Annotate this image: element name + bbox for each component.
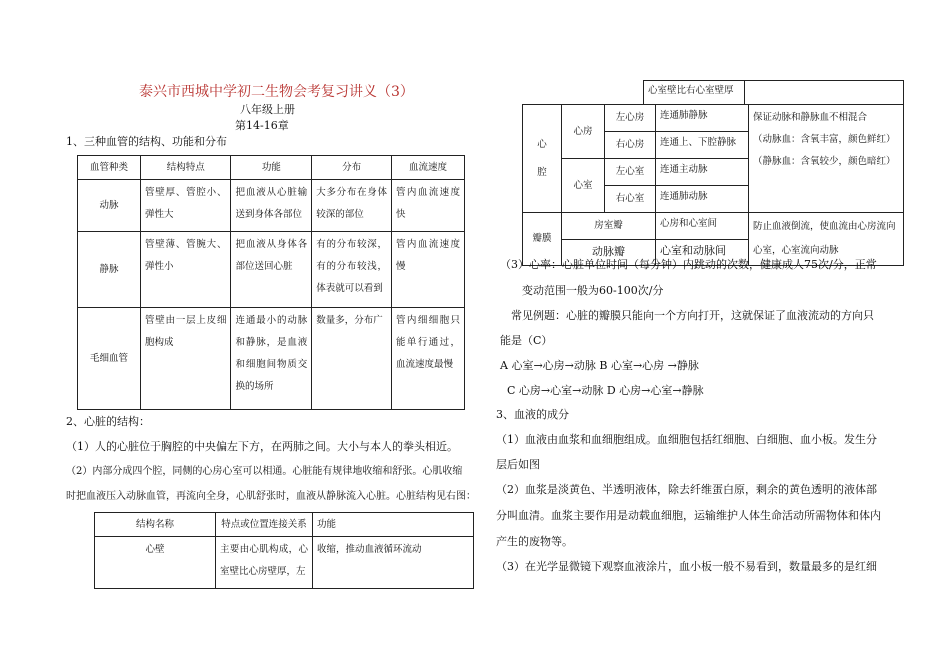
arterial-valve-position: 心室和动脉间 [656, 239, 749, 266]
vessel-structure: 管壁薄、管腕大、弹性小 [140, 232, 231, 308]
vessel-function: 把血液从身体各部位送回心脏 [231, 232, 312, 308]
left-ventricle-connection: 连通主动脉 [656, 159, 749, 186]
blank-cell [745, 81, 904, 105]
heart-paragraph-2-line1: （2）内部分成四个腔，同侧的心房心室可以相通。心脏能有规律地收缩和舒张。心肌收缩 [66, 466, 463, 477]
blood-p1-line1: （1）血液由血浆和血细胞组成。血细胞包括红细胞、白细胞、血小板。发生分 [496, 433, 877, 446]
vessel-structure: 管壁厚、管腔小、弹性大 [140, 180, 231, 232]
heart-chamber-label: 心 腔 [523, 105, 562, 213]
valve-function-2: 心室，心室流向动脉 [753, 245, 839, 256]
av-valve: 房室瓣 [562, 213, 656, 240]
right-atrium-connection: 连通上、下腔静脉 [656, 132, 749, 159]
table-row [523, 213, 904, 240]
header-structure-name: 结构名称 [95, 513, 216, 537]
table-row [523, 105, 904, 132]
vessel-function: 连通最小的动脉和静脉，是血液和细胞间物质交换的场所 [231, 308, 312, 410]
table-row [78, 308, 465, 410]
ventricle-label: 心室 [562, 159, 605, 213]
vessel-type: 毛细血管 [78, 308, 141, 410]
heart-table-header [95, 513, 474, 537]
vessel-type: 静脉 [78, 232, 141, 308]
heart-wall-feature: 主要由心肌构成，心室壁比心房壁厚，左 [216, 537, 313, 589]
header-heart-function: 功能 [313, 513, 474, 537]
header-distribution: 分布 [312, 156, 392, 180]
table-row [78, 180, 465, 232]
av-valve-position: 心房和心室间 [656, 213, 749, 240]
heart-table [94, 512, 474, 589]
header-function: 功能 [231, 156, 312, 180]
blank-cell [522, 81, 644, 105]
valve-label: 瓣膜 [523, 213, 562, 266]
page-title: 泰兴市西城中学初二生物会考复习讲义（3） [139, 84, 414, 100]
atrium-label: 心房 [562, 105, 605, 159]
table-row [95, 537, 474, 589]
left-atrium-connection: 连通肺静脉 [656, 105, 749, 132]
arterial-valve: 动脉瓣 [562, 239, 656, 266]
example-line2: 能是（C） [500, 334, 553, 347]
heart-paragraph-1: （1）人的心脏位于胸腔的中央偏左下方，在两肺之间。大小与本人的拳头相近。 [66, 440, 458, 453]
header-feature: 特点或位置连接关系 [216, 513, 313, 537]
chamber-function [749, 105, 904, 213]
option-cd: C 心房→心室→动脉 D 心房→心室→静脉 [507, 384, 704, 397]
blood-p2-line1: （2）血浆是淡黄色、半透明液体，除去纤维蛋白原，剩余的黄色透明的液体部 [496, 483, 877, 496]
right-ventricle-connection: 连通肺动脉 [656, 186, 749, 213]
vessel-distribution: 数量多，分布广 [312, 308, 392, 410]
header-structure: 结构特点 [140, 156, 231, 180]
heart-wall-name: 心壁 [95, 537, 216, 589]
header-vessel-type: 血管种类 [78, 156, 141, 180]
grade-label: 八年级上册 [240, 103, 295, 116]
option-ab: A 心室→心房→动脉 B 心室→心房 →静脉 [500, 359, 699, 372]
heart-paragraph-2-line2: 时把血液压入动脉血管，再流向全身，心肌舒张时，血液从静脉流入心脏。心脏结构见右图： [66, 491, 476, 502]
blood-p2-line2: 分叫血清。血浆主要作用是动载血细胞，运输维护人体生命活动所需物体和体内 [496, 509, 881, 522]
table-row [522, 81, 904, 105]
valve-function-1: 防止血液倒流，使血流由心房流向 [753, 221, 896, 232]
left-atrium: 左心房 [605, 105, 656, 132]
left-ventricle: 左心室 [605, 159, 656, 186]
table-row [78, 232, 465, 308]
heart-rate-line2: 变动范围一般为60-100次/分 [522, 284, 664, 297]
chamber-function-2: （动脉血：含氧丰富，颜色鲜红） [753, 134, 896, 145]
vessel-table-header [78, 156, 465, 180]
right-atrium: 右心房 [605, 132, 656, 159]
vessel-speed: 管内细细胞只能单行通过，血流速度最慢 [392, 308, 465, 410]
vessel-type: 动脉 [78, 180, 141, 232]
vessel-structure: 管壁由一层上皮细胞构成 [140, 308, 231, 410]
blood-p2-line3: 产生的废物等。 [496, 535, 573, 548]
example-line1: 常见例题：心脏的瓣膜只能向一个方向打开，这就保证了血液流动的方向只 [511, 309, 874, 322]
vessel-speed: 管内血流速度慢 [392, 232, 465, 308]
section1-heading: 1、三种血管的结构、功能和分布 [66, 135, 227, 148]
vessel-speed: 管内血流速度快 [392, 180, 465, 232]
blood-p3-line1: （3）在光学显微镜下观察血液涂片，血小板一般不易看到，数量最多的是红细 [496, 560, 877, 573]
section2-heading: 2、心脏的结构： [66, 415, 150, 428]
vessel-distribution: 有的分布较深，有的分布较浅，体表就可以看到 [312, 232, 392, 308]
vessel-distribution: 大多分布在身体较深的部位 [312, 180, 392, 232]
blood-p1-line2: 层后如图 [496, 458, 540, 471]
chamber-function-1: 保证动脉和静脉血不相混合 [753, 112, 868, 123]
heart-structure-table [522, 80, 904, 105]
wall-continued: 心室壁比右心室壁厚 [644, 81, 745, 105]
header-speed: 血流速度 [392, 156, 465, 180]
right-ventricle: 右心室 [605, 186, 656, 213]
heart-wall-function: 收缩，推动血液循环流动 [313, 537, 474, 589]
chapter-label: 第14-16章 [235, 119, 289, 132]
heart-rate-line1: （3）心率：心脏单位时间（每分钟）内跳动的次数，健康成人75次/分，正常 [500, 258, 877, 271]
vessel-table [77, 155, 465, 410]
chamber-function-3: （静脉血：含氧较少，颜色暗红） [753, 156, 896, 167]
vessel-function: 把血液从心脏输送到身体各部位 [231, 180, 312, 232]
section3-heading: 3、血液的成分 [496, 408, 569, 421]
chamber-table [522, 104, 904, 266]
